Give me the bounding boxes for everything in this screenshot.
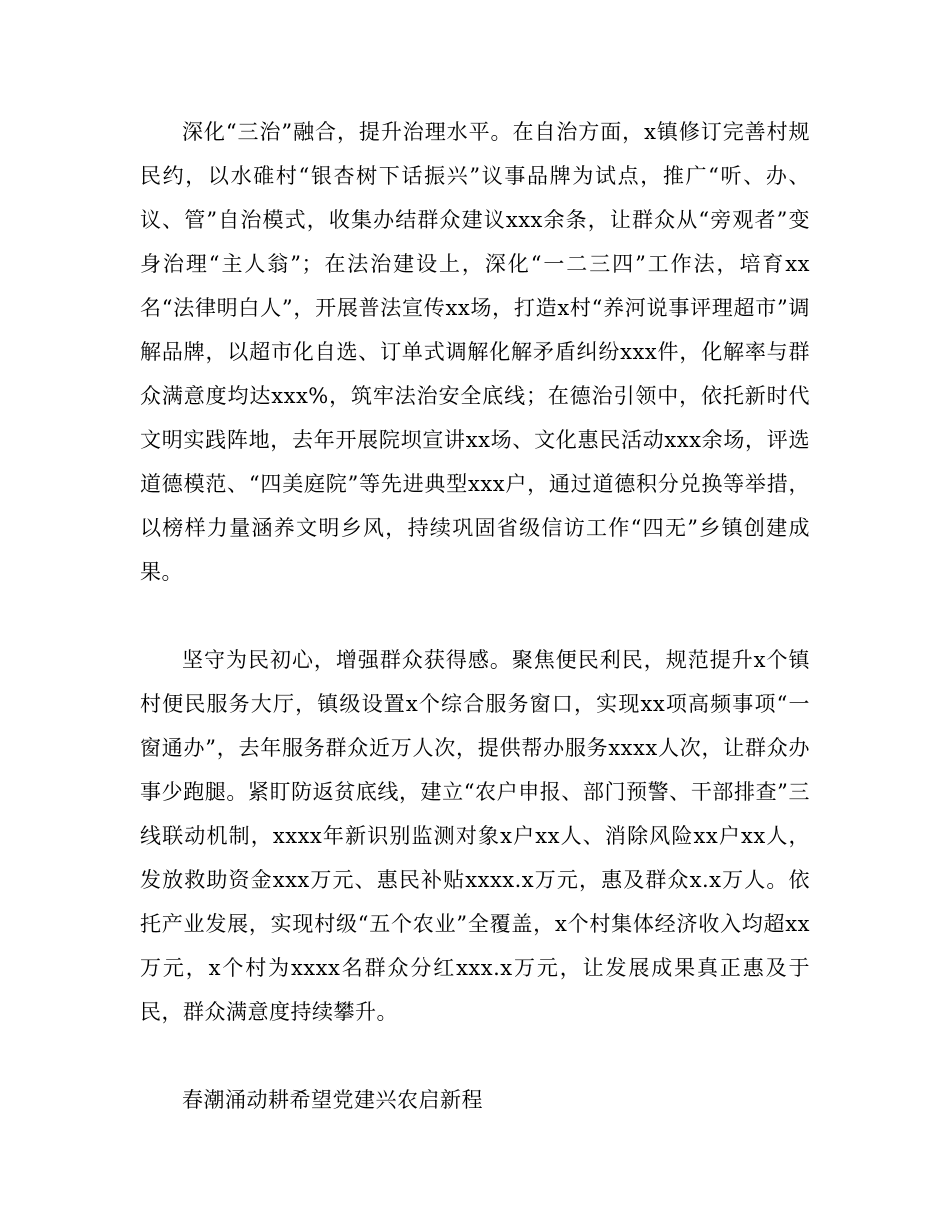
paragraph-people-first: 坚守为民初心，增强群众获得感。聚焦便民利民，规范提升x个镇村便民服务大厅，镇级设置x个综合服务窗口，实现xx项高频事项“一窗通办”，去年服务群众近万人次，提供帮办服务xxxx人次，让群众办事少跑腿。紧盯防返贫底线，建立“农户申报、部门预警、干部排查”三线联动机制，xxxx年新识别监测对象x户xx人、消除风险xx户xx人，发放救助资金xxx万元、惠民补贴xxxx.x万元，惠及群众x.x万人。依托产业发展，实现村级“五个农业”全覆盖，x个村集体经济收入均超xx万元，x个村为xxxx名群众分红xxx.x万元，让发展成果真正惠及于民，群众满意度持续攀升。 <box>140 648 810 1024</box>
document-body <box>140 110 810 1122</box>
section-heading: 春潮涌动耕希望党建兴农启新程 <box>182 1088 483 1112</box>
paragraph-three-governance: 深化“三治”融合，提升治理水平。在自治方面，x镇修订完善村规民约，以水碓村“银杏树下话振兴”议事品牌为试点，推广“听、办、议、管”自治模式，收集办结群众建议xxx余条，让群众从“旁观者”变身治理“主人翁”；在法治建设上，深化“一二三四”工作法，培育xx名“法律明白人”，开展普法宣传xx场，打造x村“养河说事评理超市”调解品牌，以超市化自选、订单式调解化解矛盾纠纷xxx件，化解率与群众满意度均达xxx%，筑牢法治安全底线；在德治引领中，依托新时代文明实践阵地，去年开展院坝宣讲xx场、文化惠民活动xxx余场，评选道德模范、“四美庭院”等先进典型xxx户，通过道德积分兑换等举措，以榜样力量涵养文明乡风，持续巩固省级信访工作“四无”乡镇创建成果。 <box>140 120 810 584</box>
